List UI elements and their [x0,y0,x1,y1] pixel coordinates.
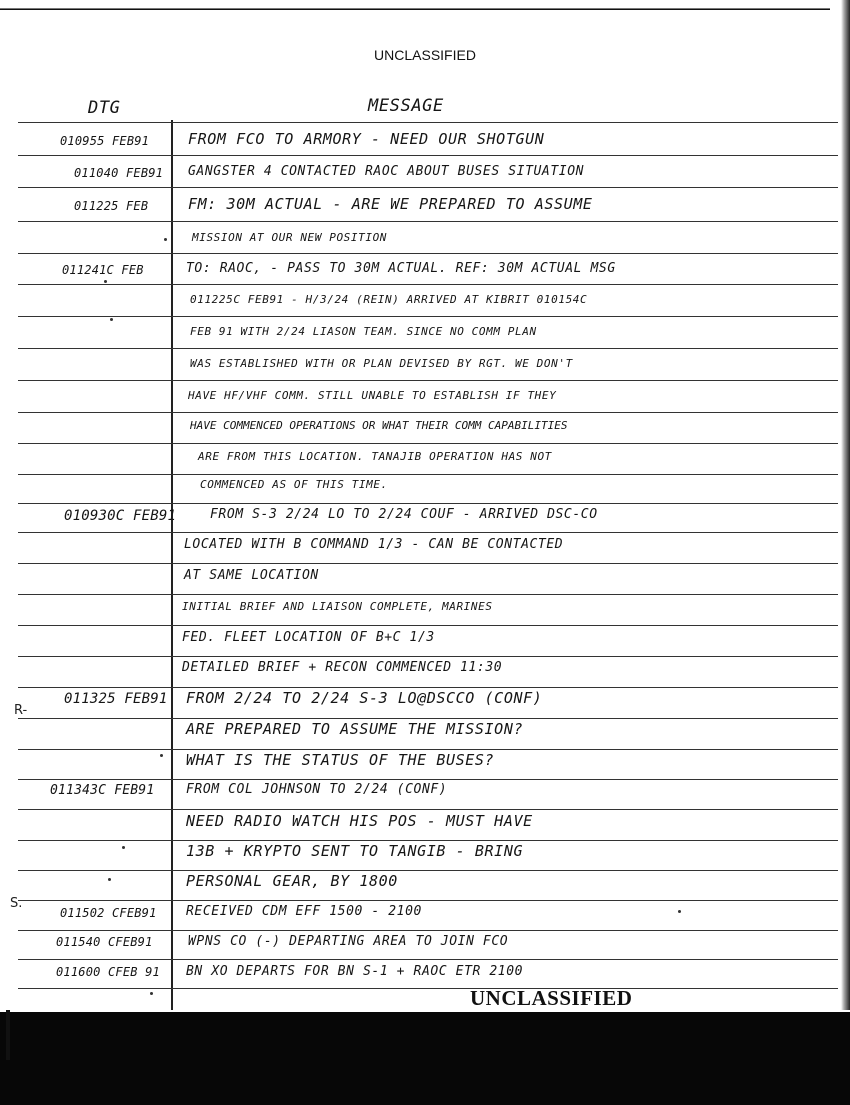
entry-message-line: DETAILED BRIEF + RECON COMMENCED 11:30 [182,660,503,675]
entry-dtg: 010955 FEB91 [60,134,150,148]
entry-dtg: 011502 CFEB91 [60,906,157,920]
scan-right-edge [830,0,850,1010]
entry-dtg: 011040 FEB91 [74,166,164,180]
entry-message-line: AT SAME LOCATION [184,568,319,583]
entry-message-line: WHAT IS THE STATUS OF THE BUSES? [186,751,495,769]
entry-dtg: 011241C FEB [62,263,144,277]
entry-message-line: FROM FCO TO ARMORY - NEED OUR SHOTGUN [188,130,545,148]
entry-message-line: GANGSTER 4 CONTACTED RAOC ABOUT BUSES SITUATION [188,164,585,179]
margin-mark-r: R- [14,703,28,718]
entry-dtg: 010930C FEB91 [64,508,177,524]
entry-message-line: ARE FROM THIS LOCATION. TANAJIB OPERATION HAS NOT [198,450,552,463]
entry-dtg: 011343C FEB91 [50,783,155,798]
entry-message-line: FM: 30M ACTUAL - ARE WE PREPARED TO ASSUME [188,195,593,213]
entry-message-line: 011225C FEB91 - H/3/24 (REIN) ARRIVED AT KIBRIT 010154C [190,293,588,306]
entry-message-line: FROM COL JOHNSON TO 2/24 (CONF) [186,782,448,797]
entry-message-line: FROM S-3 2/24 LO TO 2/24 COUF - ARRIVED DSC-CO [210,507,598,522]
entry-message-line: FEB 91 WITH 2/24 LIASON TEAM. SINCE NO COMM PLAN [190,325,537,338]
entry-message-line: MISSION AT OUR NEW POSITION [192,231,388,244]
entry-message-line: ARE PREPARED TO ASSUME THE MISSION? [186,720,524,738]
entry-message-line: LOCATED WITH B COMMAND 1/3 - CAN BE CONTACTED [184,537,564,552]
entry-message-line: HAVE COMMENCED OPERATIONS OR WHAT THEIR COMM CAPABILITIES [190,419,568,432]
scan-top-paper [0,0,835,9]
dtg-column-heading: DTG [88,98,121,118]
entry-dtg: 011600 CFEB 91 [56,965,160,979]
scan-left-edge [6,1010,10,1060]
entry-dtg: 011225 FEB [74,199,149,213]
entry-message-line: FROM 2/24 TO 2/24 S-3 LO@DSCCO (CONF) [186,689,543,707]
entry-message-line: COMMENCED AS OF THIS TIME. [200,478,388,491]
entry-message-line: PERSONAL GEAR, BY 1800 [186,872,398,890]
footer-classification: UNCLASSIFIED [470,986,633,1010]
entry-dtg: 011325 FEB91 [64,691,168,707]
entry-message-line: WPNS CO (-) DEPARTING AREA TO JOIN FCO [188,934,509,949]
entry-message-line: TO: RAOC, - PASS TO 30M ACTUAL. REF: 30M ACTUAL MSG [186,261,616,276]
entry-message-line: WAS ESTABLISHED WITH OR PLAN DEVISED BY RGT. WE DON'T [190,357,573,370]
entry-dtg: 011540 CFEB91 [56,935,153,949]
entry-message-line: INITIAL BRIEF AND LIAISON COMPLETE, MARINES [182,600,493,613]
entry-message-line: RECEIVED CDM EFF 1500 - 2100 [186,904,422,919]
message-column-heading: MESSAGE [368,96,444,116]
margin-mark-s: S. [10,896,23,911]
entry-message-line: HAVE HF/VHF COMM. STILL UNABLE TO ESTABLISH IF THEY [188,389,557,402]
entry-message-line: NEED RADIO WATCH HIS POS - MUST HAVE [186,812,533,830]
entry-message-line: BN XO DEPARTS FOR BN S-1 + RAOC ETR 2100 [186,964,524,979]
entry-message-line: FED. FLEET LOCATION OF B+C 1/3 [182,630,435,645]
header-classification: UNCLASSIFIED [374,47,476,63]
scan-bottom-edge [0,1012,850,1105]
entry-message-line: 13B + KRYPTO SENT TO TANGIB - BRING [186,842,524,860]
